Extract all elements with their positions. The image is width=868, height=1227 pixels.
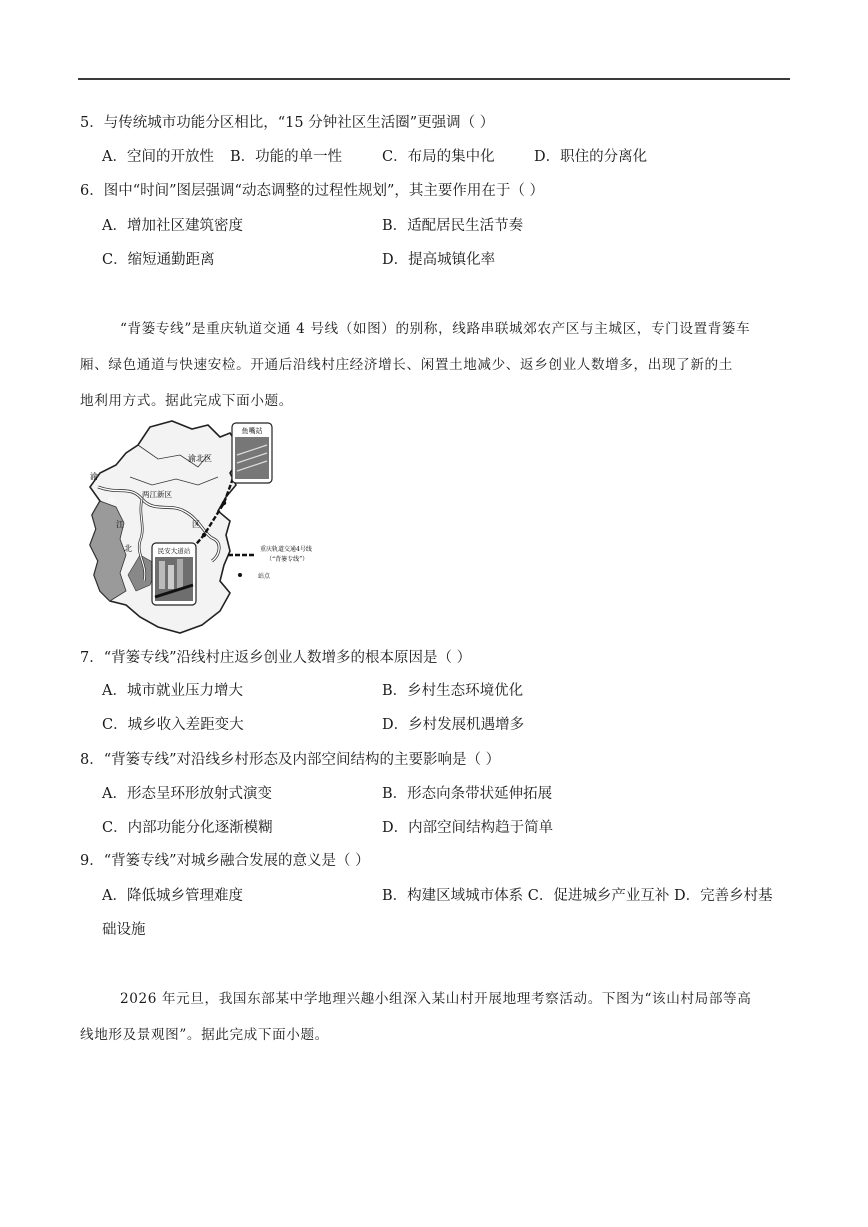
map-station-bottom: 民安大道站 xyxy=(157,547,191,555)
map-label-jiang: 江 xyxy=(116,520,124,529)
map-label-zhong: 中 xyxy=(108,496,116,505)
chongqing-line4-map xyxy=(80,415,358,640)
legend-station-dot xyxy=(238,573,242,577)
map-label-bei: 北 xyxy=(124,544,132,553)
q7-option-c: C．城乡收入差距变大 xyxy=(102,717,244,733)
q6-option-d: D．提高城镇化率 xyxy=(382,252,496,268)
passage-line: 厢、绿色通道与快速安检。开通后沿线村庄经济增长、闲置土地减少、返乡创业人数增多，出现了新的土 xyxy=(80,357,733,373)
map-label-qu: 区 xyxy=(192,520,200,529)
passage-line: 线地形及景观图”。据此完成下面小题。 xyxy=(80,1027,329,1043)
passage-line: 地利用方式。据此完成下面小题。 xyxy=(80,393,293,409)
q9-option-continuation: 础设施 xyxy=(102,922,146,938)
passage-line: “背篓专线”是重庆轨道交通 4 号线（如图）的别称，线路串联城郊农产区与主城区，专门设置背篓车 xyxy=(120,321,751,337)
passage-mountain-village xyxy=(80,981,790,1053)
q7-option-d: D．乡村发展机遇增多 xyxy=(382,717,525,733)
station-dot xyxy=(202,533,206,537)
q6-option-a: A．增加社区建筑密度 xyxy=(102,218,243,234)
q5-option-a: A．空间的开放性 xyxy=(102,149,214,165)
header-rule xyxy=(78,78,790,80)
question-9-stem: 9．“背篓专线”对城乡融合发展的意义是（ ） xyxy=(80,853,370,869)
q6-option-b: B．适配居民生活节奏 xyxy=(382,218,524,234)
q8-option-b: B．形态向条带状延伸拓展 xyxy=(382,786,553,802)
q6-option-c: C．缩短通勤距离 xyxy=(102,252,215,268)
question-6-stem: 6．图中“时间”图层强调“动态调整的过程性规划”，其主要作用在于（ ） xyxy=(80,183,544,199)
legend-line-sublabel: （“背篓专线”） xyxy=(266,556,309,563)
q8-option-d: D．内部空间结构趋于简单 xyxy=(382,820,554,836)
question-7-stem: 7．“背篓专线”沿线村庄返乡创业人数增多的根本原因是（ ） xyxy=(80,650,472,666)
q5-option-d: D．职住的分离化 xyxy=(534,149,648,165)
question-5-stem: 5．与传统城市功能分区相比，“15 分钟社区生活圈”更强调（ ） xyxy=(80,115,495,131)
passage-backbasket xyxy=(80,311,790,419)
station-dot xyxy=(222,501,226,505)
map-district-liangjiang: 两江新区 xyxy=(142,490,172,499)
q5-option-c: C．布局的集中化 xyxy=(382,149,495,165)
map-station-top: 鱼嘴站 xyxy=(241,427,263,435)
q7-option-b: B．乡村生态环境优化 xyxy=(382,683,524,699)
legend-station-label: 站点 xyxy=(258,573,271,580)
q8-option-c: C．内部功能分化逐渐模糊 xyxy=(102,820,273,836)
q8-option-a: A．形态呈环形放射式演变 xyxy=(102,786,272,802)
q9-option-bcd: B．构建区域城市体系 C．促进城乡产业互补 D．完善乡村基 xyxy=(382,888,773,904)
q5-option-b: B．功能的单一性 xyxy=(230,149,343,165)
passage-line: 2026 年元旦，我国东部某中学地理兴趣小组深入某山村开展地理考察活动。下图为“该山村局部等高 xyxy=(120,991,752,1007)
legend-line-label: 重庆轨道交通4号线 xyxy=(260,546,312,553)
map-district-north: 渝北区 xyxy=(188,454,212,463)
q7-option-a: A．城市就业压力增大 xyxy=(102,683,243,699)
question-8-stem: 8．“背篓专线”对沿线乡村形态及内部空间结构的主要影响是（ ） xyxy=(80,752,501,768)
map-label-yu: 渝 xyxy=(90,472,98,481)
q9-option-a: A．降低城乡管理难度 xyxy=(102,888,243,904)
